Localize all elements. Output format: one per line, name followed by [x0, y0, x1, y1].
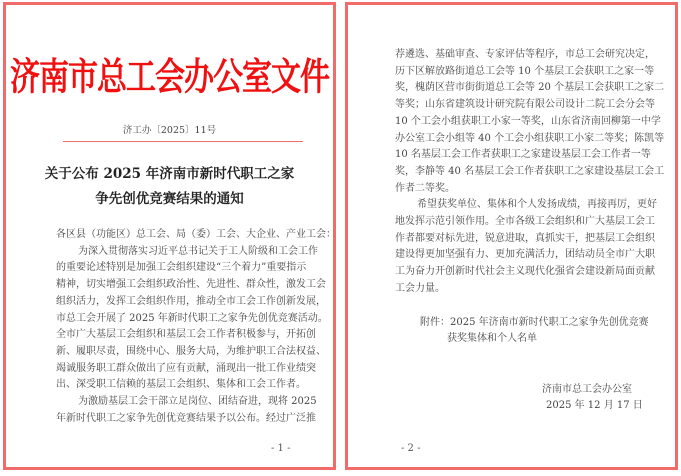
page-number: - 1 -: [271, 443, 291, 454]
body-text-line: 工会力量。: [395, 282, 445, 294]
body-text-line: 办公室工会小组等 40 个工会小组获职工小家二等奖；陈凯等: [395, 132, 665, 144]
attachment-line-1: 附件：2025 年济南市新时代职工之家争先创优竞赛: [420, 317, 649, 328]
body-text-line: 荐遴选、基础审查、专家评估等程序，市总工会研究决定，: [395, 49, 655, 60]
document-title-line-2: 争先创优竞赛结果的通知: [95, 191, 244, 207]
document-page-2: [345, 2, 678, 470]
document-page-1: [3, 2, 336, 470]
body-text-line: 年新时代职工之家争先创优竞赛结果予以公布。经过广泛推: [56, 412, 316, 424]
body-text-line: 作者二等奖。: [395, 182, 455, 194]
body-text-line: 希望获奖单位、集体和个人发扬成绩，再接再厉，更好: [417, 199, 657, 211]
body-text-line: 地发挥示范引领作用。全市各级工会组织和广大基层工会工: [395, 216, 655, 227]
body-text-line: 历下区解放路街道总工会等 10 个基层工会获职工之家一等: [395, 65, 655, 77]
body-text-line: 全市广大基层工会组织和基层工会工作者积极参与，开拓创: [56, 329, 316, 341]
document-number: 济工办〔2025〕11号: [122, 125, 217, 136]
body-text-line: 10 个工会小组获职工小家一等奖，山东省济南回柳第一中学: [395, 115, 661, 127]
body-text-line: 出、深受职工信赖的基层工会组织、集体和工会工作者。: [56, 379, 306, 391]
body-text-line: 竭诚服务职工群众做出了应有贡献，涌现出一批工作业绩突: [56, 362, 316, 374]
document-header: 济南市总工会办公室文件: [10, 55, 329, 100]
body-text-line: 组织活力，发挥工会组织作用，推动全市工会工作创新发展，: [56, 295, 326, 307]
body-text-line: 奖，槐荫区营市街街道总工会等 20 个基层工会获职工之家二: [395, 82, 665, 94]
body-text-line: 作者都要对标先进，锐意进取，真抓实干，把基层工会组织: [395, 232, 655, 244]
body-text-line: 为深入贯彻落实习近平总书记关于工人阶级和工会工作: [78, 245, 318, 257]
attachment-line-2: 获奖集体和个人名单: [447, 333, 537, 344]
signature: 济南市总工会办公室: [542, 384, 632, 395]
body-text-line: 工为奋力开创新时代社会主义现代化强省会建设新局面贡献: [395, 266, 655, 278]
body-text-line: 的重要论述特别是加强工会组织建设“三个着力”重要指示: [56, 262, 307, 274]
body-text-line: 市总工会开展了 2025 年新时代职工之家争先创优竞赛活动。: [56, 312, 328, 324]
body-text-line: 等奖；山东省建筑设计研究院有限公司设计二院工会分会等: [395, 99, 655, 111]
body-text-line: 精神，切实增强工会组织政治性、先进性、群众性，激发工会: [56, 279, 326, 291]
body-text-line: 新、履职尽责，围绕中心、服务大局，为维护职工合法权益、: [56, 345, 326, 357]
page-number: - 2 -: [401, 443, 421, 454]
body-text-line: 建设得更加坚强有力、更加充满活力，团结动员全市广大职: [395, 249, 655, 261]
document-title-line-1: 关于公布 2025 年济南市新时代职工之家: [44, 166, 295, 182]
document-date: 2025 年 12 月 17 日: [546, 400, 643, 411]
body-text-line: 奖，李静等 40 名基层工会工作者获职工之家建设基层工会工: [395, 165, 665, 177]
body-text-line: 为激励基层工会干部立足岗位、团结奋进，现将 2025: [78, 396, 317, 407]
body-text-line: 各区县（功能区）总工会、局（委）工会、大企业、产业工会：: [56, 229, 336, 240]
body-text-line: 10 名基层工会工作者获职工之家建设基层工会工作者一等: [395, 149, 651, 161]
header-divider: [63, 141, 303, 142]
